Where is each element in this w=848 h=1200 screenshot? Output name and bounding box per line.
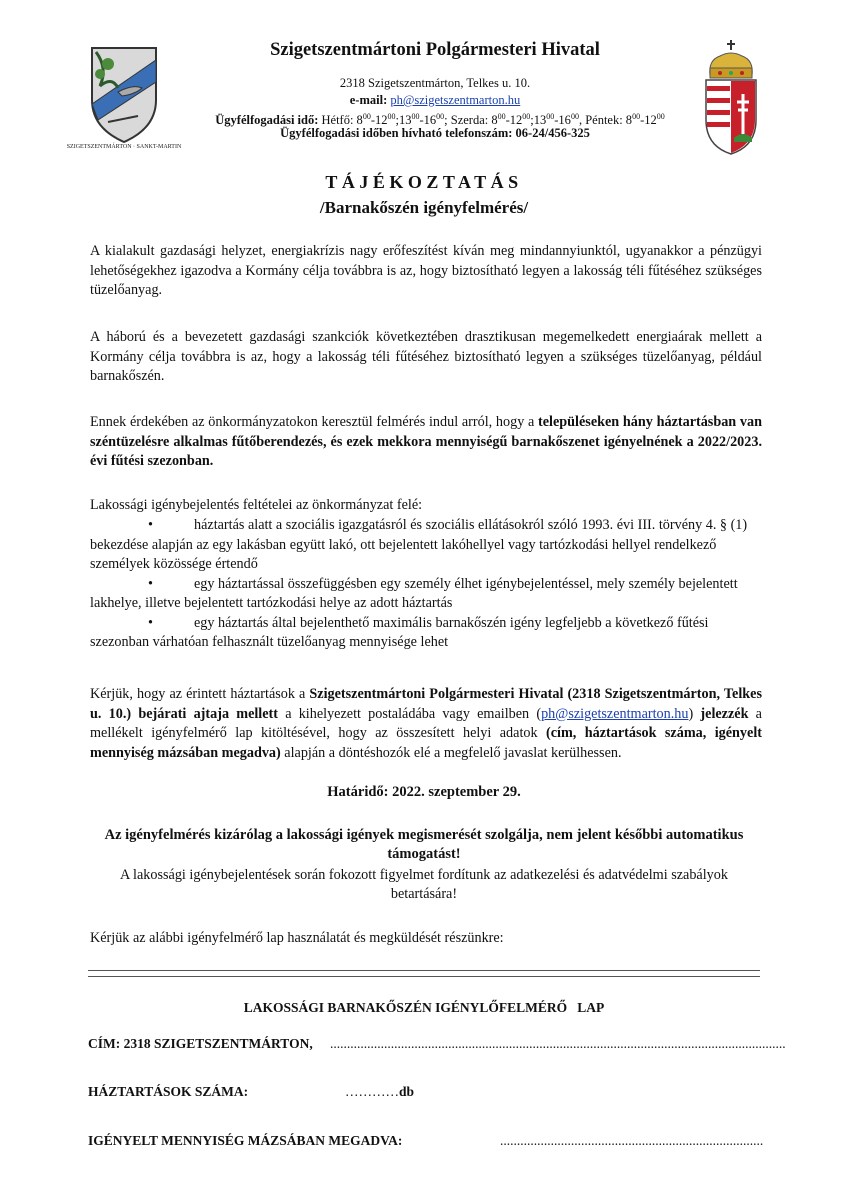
- privacy-note: A lakossági igénybejelentések során fokozott figyelmet fordítunk az adatkezelési és adatvédelmi szabályok betartására!: [120, 867, 728, 902]
- list-item: [90, 575, 762, 614]
- municipal-crest-logo: [66, 42, 182, 150]
- survey-text: Ennek érdekében az önkormányzatokon keresztül felmérés indul arról, hogy a: [90, 414, 539, 430]
- form-request-line: Kérjük az alábbi igényfelmérő lap használatát és megküldését részünkre:: [90, 930, 504, 946]
- org-email-line: [170, 93, 700, 108]
- survey-bold-text: településeken hány háztartásban van széntüzelésre alkalmas fűtőberendezés, és ezek mekkora mennyiségű barnakőszenet igényelnének a 2022/2023. évi fűtési szezonban.: [90, 414, 762, 469]
- org-address: 2318 Szigetszentmárton, Telkes u. 10.: [339, 76, 531, 90]
- households-field[interactable]: …………db: [345, 1084, 415, 1099]
- address-label: CÍM: 2318 SZIGETSZENTMÁRTON,: [88, 1036, 313, 1051]
- request-bold-location: Szigetszentmártoni Polgármesteri Hivatal (2318 Szigetszentmárton, Telkes u. 10.) bejárati ajtaja mellett: [90, 686, 762, 722]
- bullet-icon: •: [148, 575, 153, 592]
- divider-line: [88, 976, 760, 977]
- phone-line: Ügyfélfogadási időben hívható telefonszám: 06-24/456-325: [280, 126, 590, 140]
- bullet-icon: •: [148, 517, 153, 533]
- paragraph-war-sanctions: A háború és a bevezetett gazdasági szankciók következtében drasztikusan megemelkedett energiaárak mellett a Kormány célja továbbra is az, hogy a lakosság téli fűtéséhez biztosítható legyen a szükséges tüzelőanyag, például barnakőszén.: [90, 329, 762, 384]
- request-text: alapján a döntéshozók elé a megfelelő javaslat kerülhessen.: [280, 744, 622, 761]
- hungarian-coat-of-arms: [700, 38, 762, 156]
- address-field[interactable]: .......................................................................................................................................: [330, 1036, 786, 1051]
- households-unit: db: [399, 1084, 415, 1099]
- notice-bold: Az igényfelmérés kizárólag a lakossági igények megismerését szolgálja, nem jelent későbbi automatikus támogatást!: [104, 827, 744, 862]
- quantity-field[interactable]: ..............................................................................: [500, 1133, 764, 1148]
- deadline: Határidő: 2022. szeptember 29.: [327, 784, 521, 800]
- request-text: ): [688, 705, 701, 722]
- request-text: a kihelyezett postaládába vagy emailben (: [278, 705, 542, 722]
- condition-text: egy háztartással összefüggésben egy személy élhet igénybejelentéssel, mely személy bejelentett lakhelye, illetve bejelentett tartózkodási helye az adott háztartás: [90, 575, 738, 611]
- paragraph-survey: [90, 413, 762, 472]
- office-hours: Ügyfélfogadási idő: Hétfő: $8^{00}-12^{00};13^{00}-16^{00}$; Szerda: $8^{00}-12^{00};13^{00}-16^{00}$, Péntek: $8^{00}-12^{00}$: [215, 112, 665, 128]
- hours-label: Ügyfélfogadási idő:: [215, 113, 319, 128]
- bullet-icon: •: [148, 614, 153, 631]
- condition-text: egy háztartás által bejelenthető maximális barnakőszén igény legfeljebb a következő fűtési szezonban várhatóan felhasznált tüzelőanyag mennyisége lehet: [90, 614, 709, 650]
- email-label: e-mail:: [349, 93, 388, 107]
- request-email-link[interactable]: ph@szigetszentmarton.hu: [541, 705, 689, 722]
- divider-line: [88, 970, 760, 971]
- svg-text:SZIGETSZENTMÁRTON · SANKT-MART: SZIGETSZENTMÁRTON · SANKT-MARTIN: [66, 144, 182, 150]
- document-subtitle: /Barnakőszén igényfelmérés/: [319, 198, 529, 217]
- form-title: LAKOSSÁGI BARNAKŐSZÉN IGÉNYLŐFELMÉRŐ LAP: [243, 1000, 605, 1015]
- paragraph-request: [90, 685, 762, 763]
- paragraph-energy-crisis: A kialakult gazdasági helyzet, energiakrízis nagy erőfeszítést kíván meg mindannyiunktól, ugyanakkor a pénzügyi lehetőségekhez igazodva a Kormány célja továbbra is az, hogy biztosítható legyen a lakosság téli fűtéséhez szükséges tüzelőanyag.: [90, 243, 762, 298]
- list-item: [90, 614, 762, 653]
- request-bold-verb: jelezzék: [700, 705, 749, 722]
- quantity-label: IGÉNYELT MENNYISÉG MÁZSÁBAN MEGADVA:: [88, 1133, 403, 1148]
- request-text: Kérjük, hogy az érintett háztartások a: [90, 686, 310, 702]
- request-text: a mellékelt igényfelmérő lap kitöltésével, hogy az összesített helyi adatok: [90, 705, 762, 741]
- list-item: [90, 516, 762, 575]
- households-label: HÁZTARTÁSOK SZÁMA:: [88, 1084, 249, 1099]
- conditions-list: [90, 516, 762, 653]
- request-bold-data: (cím, háztartások száma, igényelt mennyiség mázsában megadva): [90, 725, 762, 761]
- email-link[interactable]: ph@szigetszentmarton.hu: [390, 93, 521, 107]
- condition-text: háztartás alatt a szociális igazgatásról és szociális ellátásokról szóló 1993. évi III. törvény 4. § (1) bekezdése alapján az egy lakásban együtt lakó, ott bejelentett lakóhellyel vagy tartózkodási hellyel rendelkező személyek közössége értendő: [90, 517, 748, 572]
- document-title: TÁJÉKOZTATÁS: [325, 172, 523, 192]
- org-name: Szigetszentmártoni Polgármesteri Hivatal: [270, 40, 600, 60]
- conditions-intro: Lakossági igénybejelentés feltételei az önkormányzat felé:: [90, 497, 423, 513]
